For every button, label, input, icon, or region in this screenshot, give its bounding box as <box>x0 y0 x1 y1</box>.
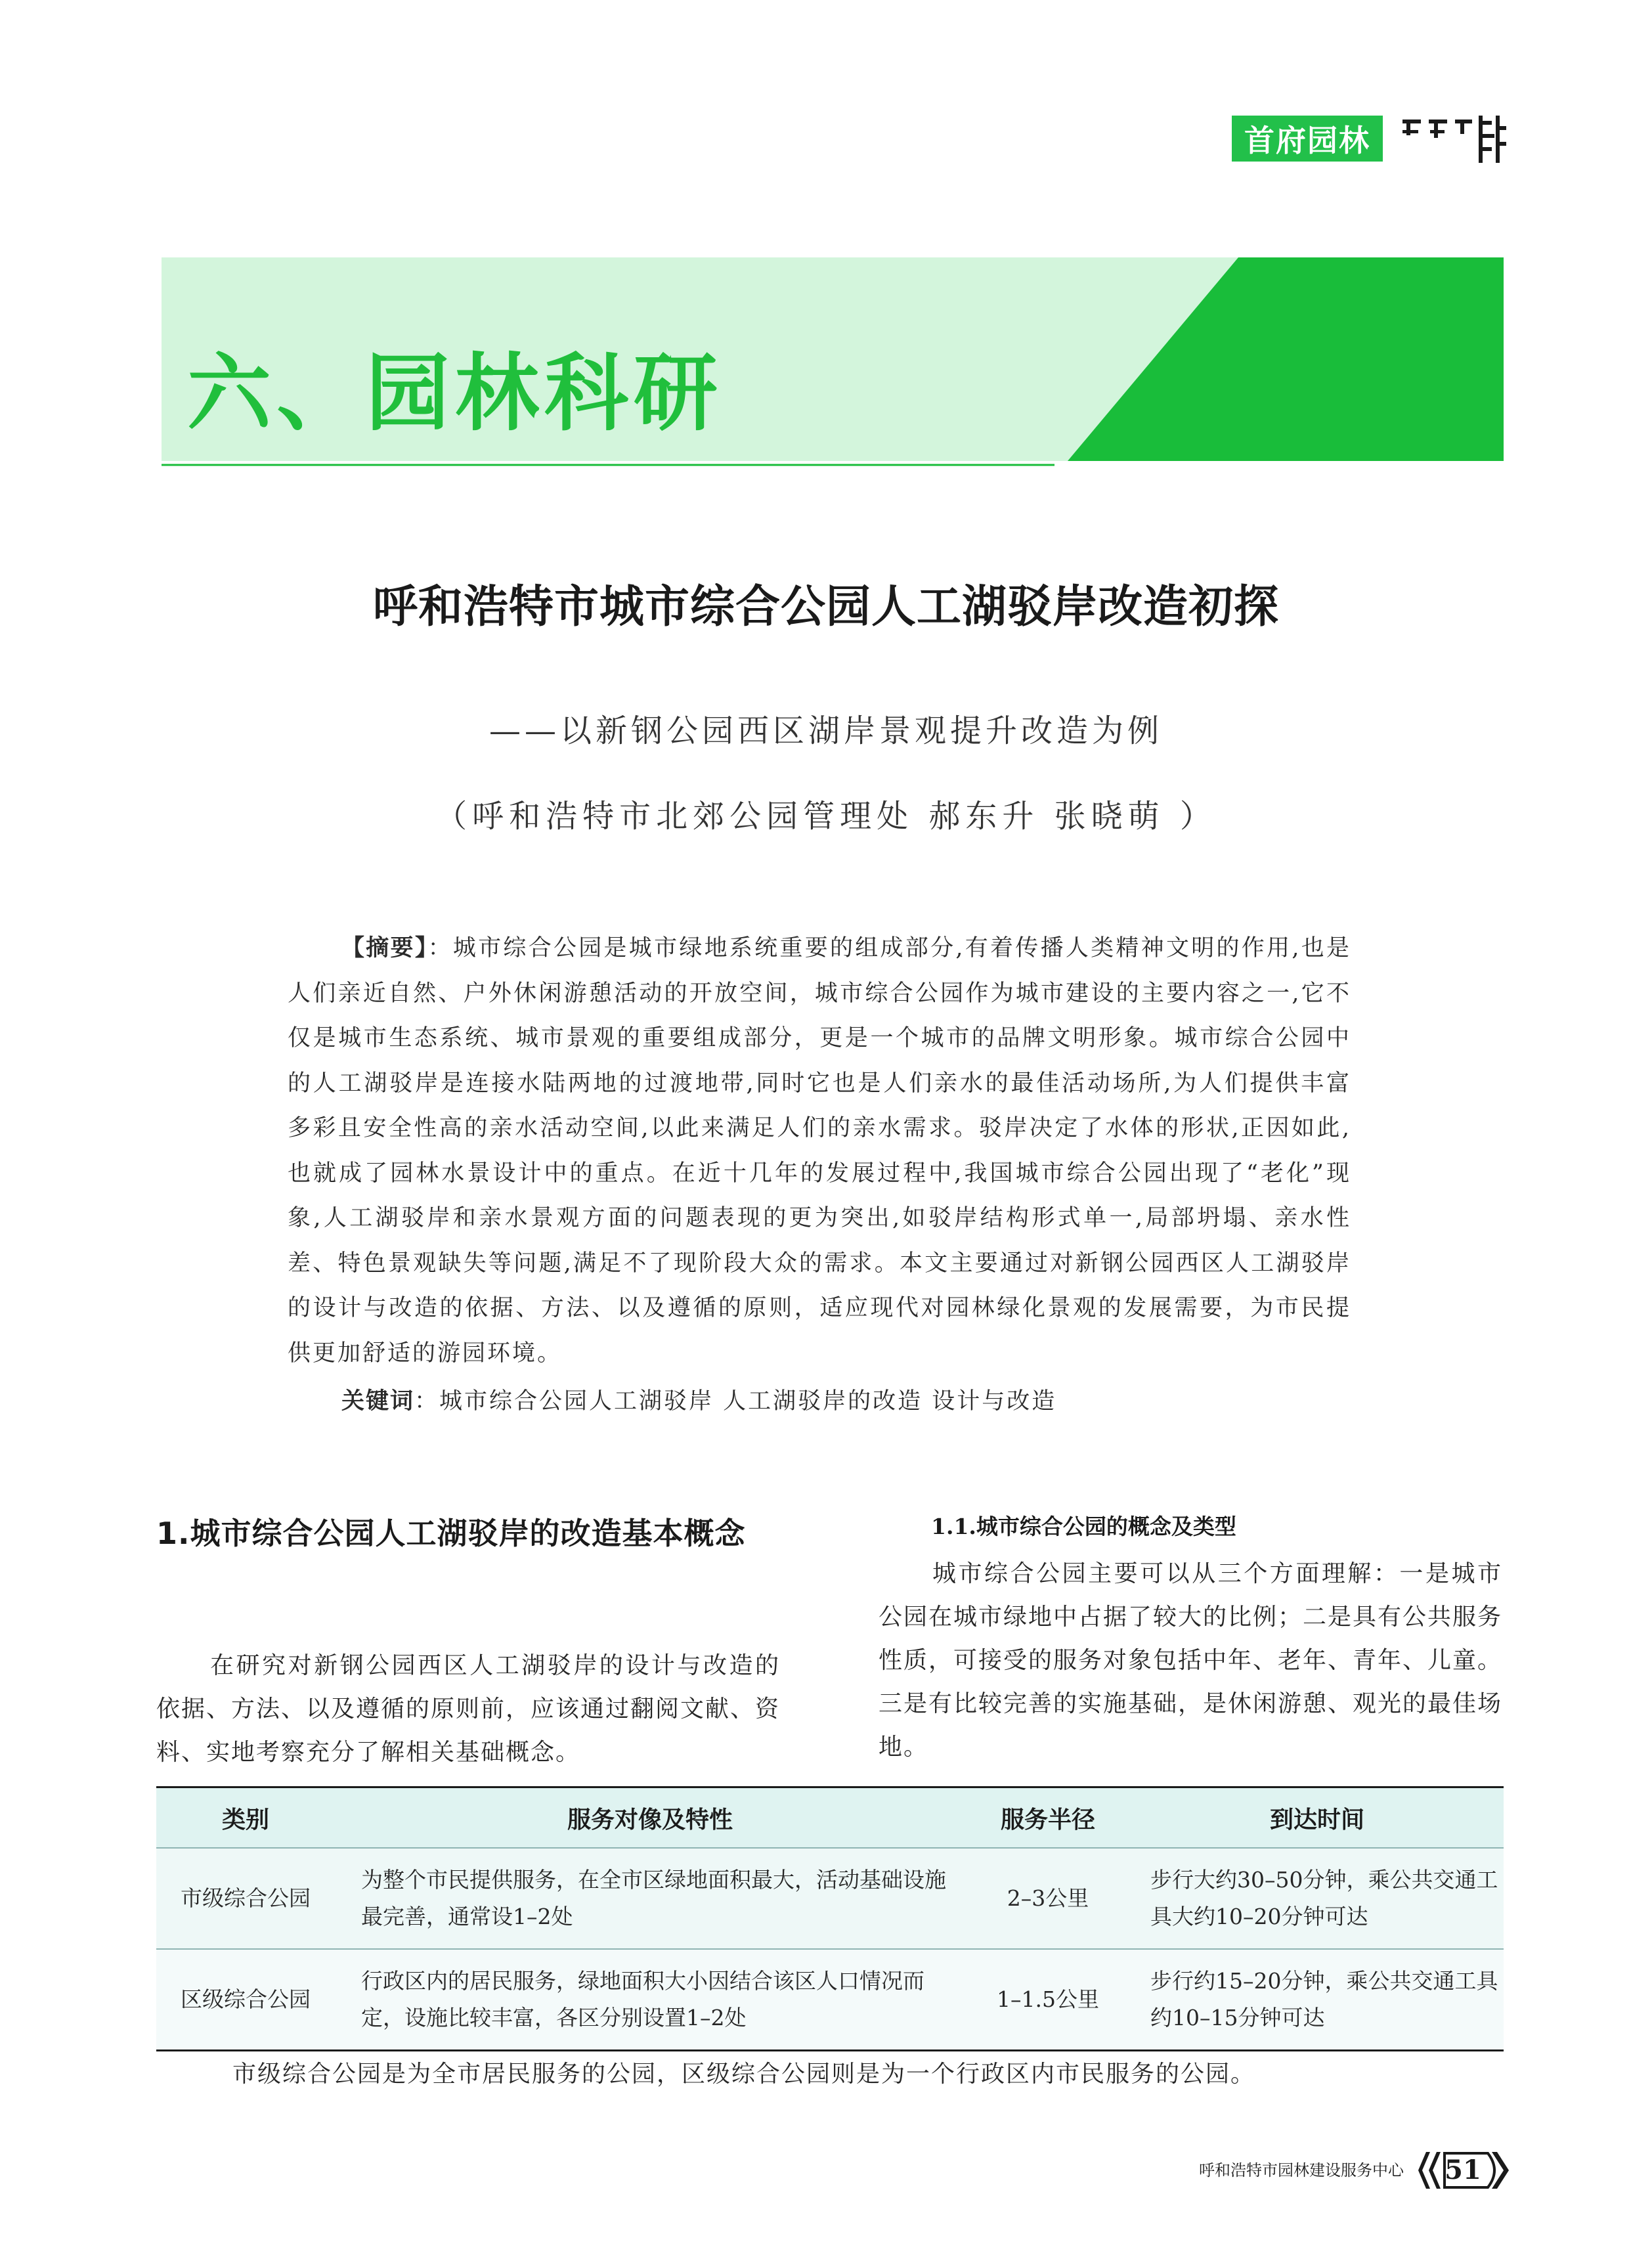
abstract-text: ：城市综合公园是城市绿地系统重要的组成部分,有着传播人类精神文明的作用,也是人们亲近自然、户外休闲游憩活动的开放空间，城市综合公园作为城市建设的主要内容之一,它不仅是城市生态系统、城市景观的重要组成部分，更是一个城市的品牌文明形象。城市综合公园中的人工湖驳岸是连接水陆两地的过渡地带,同时它也是人们亲水的最佳活动场所,为人们提供丰富多彩且安全性高的亲水活动空间,以此来满足人们的亲水需求。驳岸决定了水体的形状,正因如此,也就成了园林水景设计中的重点。在近十几年的发展过程中,我国城市综合公园出现了“老化”现象,人工湖驳岸和亲水景观方面的问题表现的更为突出,如驳岸结构形式单一,局部坍塌、亲水性差、特色景观缺失等问题,满足不了现阶段大众的需求。本文主要通过对新钢公园西区人工湖驳岸的设计与改造的依据、方法、以及遵循的原则，适应现代对园林绿化景观的发展需要，为市民提供更加舒适的游园环境。 <box>288 935 1351 1367</box>
keywords-text: ：城市综合公园人工湖驳岸 人工湖驳岸的改造 设计与改造 <box>414 1388 1057 1414</box>
footer-organization: 呼和浩特市园林建设服务中心 <box>1199 2161 1404 2180</box>
table-cell: 区级综合公园 <box>156 1949 335 2051</box>
section-title: 六、园林科研 <box>187 345 724 443</box>
table-header-row <box>156 1787 1504 1849</box>
abstract <box>288 926 1351 1376</box>
table-header-cell: 类别 <box>156 1787 335 1849</box>
article-subtitle: ——以新钢公园西区湖岸景观提升改造为例 <box>489 712 1163 749</box>
article-authors: （呼和浩特市北郊公园管理处 郝东升 张晓萌 ） <box>435 798 1217 835</box>
table-cell: 市级综合公园 <box>156 1848 335 1949</box>
table-cell: 步行大约30–50分钟，乘公共交通工具大约10–20分钟可达 <box>1131 1848 1504 1949</box>
table-header-cell: 服务半径 <box>965 1787 1131 1849</box>
table-note: 市级综合公园是为全市居民服务的公园，区级综合公园则是为一个行政区内市民服务的公园。 <box>232 2061 1256 2088</box>
table-cell: 2–3公里 <box>965 1848 1131 1949</box>
article-title: 呼和浩特市城市综合公园人工湖驳岸改造初探 <box>372 581 1279 633</box>
mongolian-script-logo <box>1389 110 1508 167</box>
publication-logo <box>1232 116 1383 162</box>
table-row <box>156 1848 1504 1949</box>
table-header-cell: 到达时间 <box>1131 1787 1504 1849</box>
table-row <box>156 1949 1504 2051</box>
subsection-paragraph: 城市综合公园主要可以从三个方面理解：一是城市公园在城市绿地中占据了较大的比例；二是具有公共服务性质，可接受的服务对象包括中年、老年、青年、儿童。三是有比较完善的实施基础，是休闲游憩、观光的最佳场地。 <box>879 1560 1503 1761</box>
table-cell: 行政区内的居民服务，绿地面积大小因结合该区人口情况而定，设施比较丰富，各区分别设置1–2处 <box>335 1949 965 2051</box>
abstract-label: 【摘要】 <box>341 935 428 961</box>
subsection-heading: 1.1.城市综合公园的概念及类型 <box>931 1514 1236 1539</box>
logo-text: 首府园林 <box>1244 123 1370 158</box>
table-cell: 为整个市民提供服务，在全市区绿地面积最大，活动基础设施最完善，通常设1–2处 <box>335 1848 965 1949</box>
section-heading: 1.城市综合公园人工湖驳岸的改造基本概念 <box>156 1516 746 1551</box>
keywords <box>341 1379 1353 1424</box>
section-paragraph: 在研究对新钢公园西区人工湖驳岸的设计与改造的依据、方法、以及遵循的原则前，应该通过翻阅文献、资料、实地考察充分了解相关基础概念。 <box>156 1652 781 1766</box>
park-types-table <box>156 1786 1504 2051</box>
page-number: 51 <box>1445 2155 1481 2185</box>
table-cell: 步行约15–20分钟，乘公共交通工具约10–15分钟可达 <box>1131 1949 1504 2051</box>
keywords-label: 关键词 <box>341 1388 415 1414</box>
table-header-cell: 服务对像及特性 <box>335 1787 965 1849</box>
table-cell: 1–1.5公里 <box>965 1949 1131 2051</box>
